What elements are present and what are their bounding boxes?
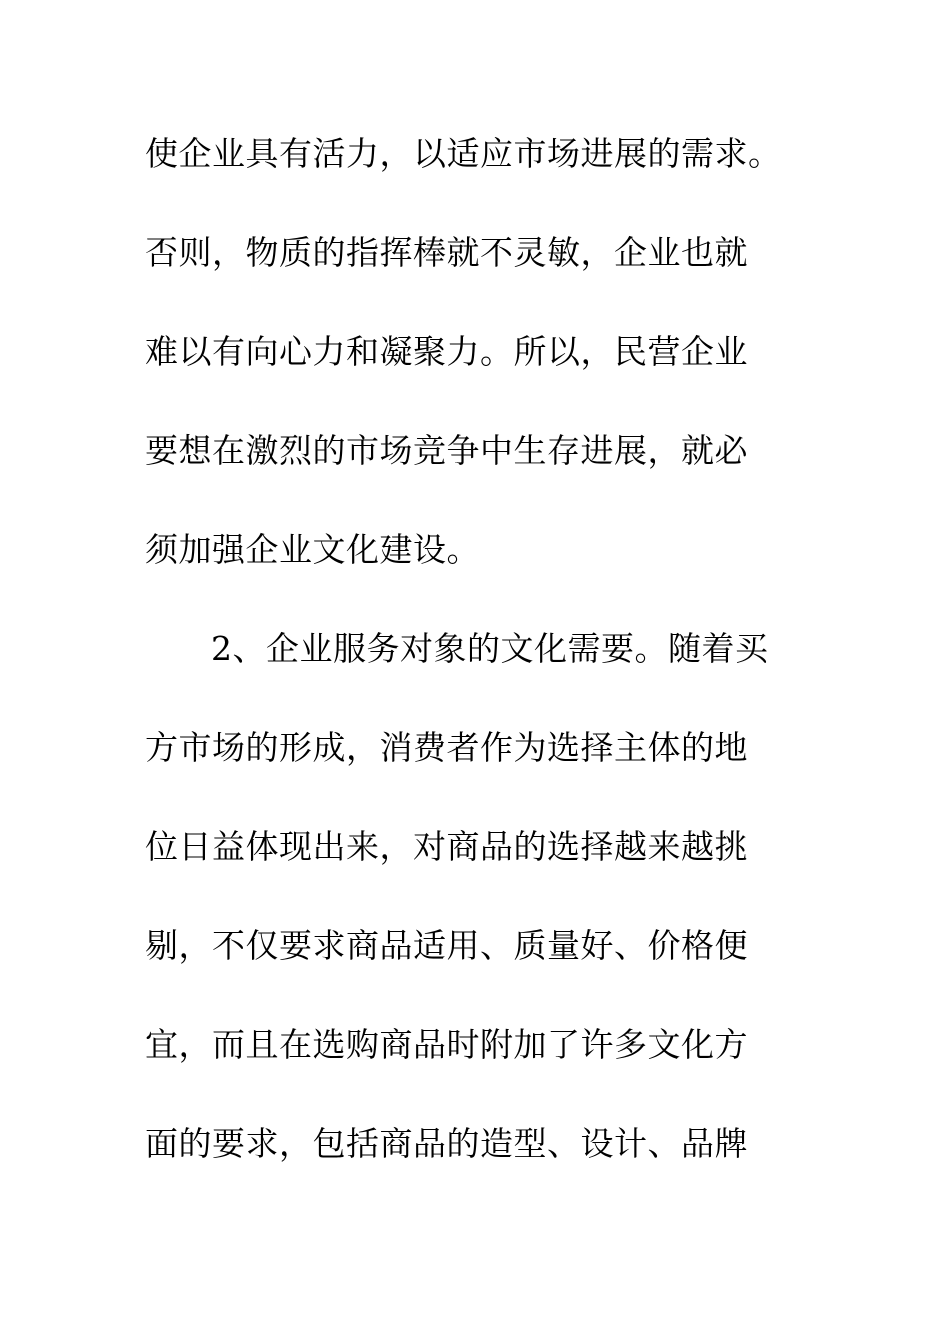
paragraph-start-line: 2、企业服务对象的文化需要。随着买 <box>211 629 769 668</box>
text-line: 方市场的形成，消费者作为选择主体的地 <box>145 728 748 767</box>
body-text <box>145 124 805 1213</box>
text-line: 难以有向心力和凝聚力。所以，民营企业 <box>145 332 748 371</box>
text-line: 剔，不仅要求商品适用、质量好、价格便 <box>145 926 748 965</box>
text-line: 要想在激烈的市场竞争中生存进展，就必 <box>145 431 748 470</box>
text-line: 宜，而且在选购商品时附加了许多文化方 <box>145 1025 748 1064</box>
text-line: 使企业具有活力，以适应市场进展的需求。 <box>145 134 782 173</box>
text-line: 须加强企业文化建设。 <box>145 530 480 569</box>
text-line: 面的要求，包括商品的造型、设计、品牌 <box>145 1124 748 1163</box>
text-line: 位日益体现出来，对商品的选择越来越挑 <box>145 827 748 866</box>
text-line: 否则，物质的指挥棒就不灵敏，企业也就 <box>145 233 748 272</box>
